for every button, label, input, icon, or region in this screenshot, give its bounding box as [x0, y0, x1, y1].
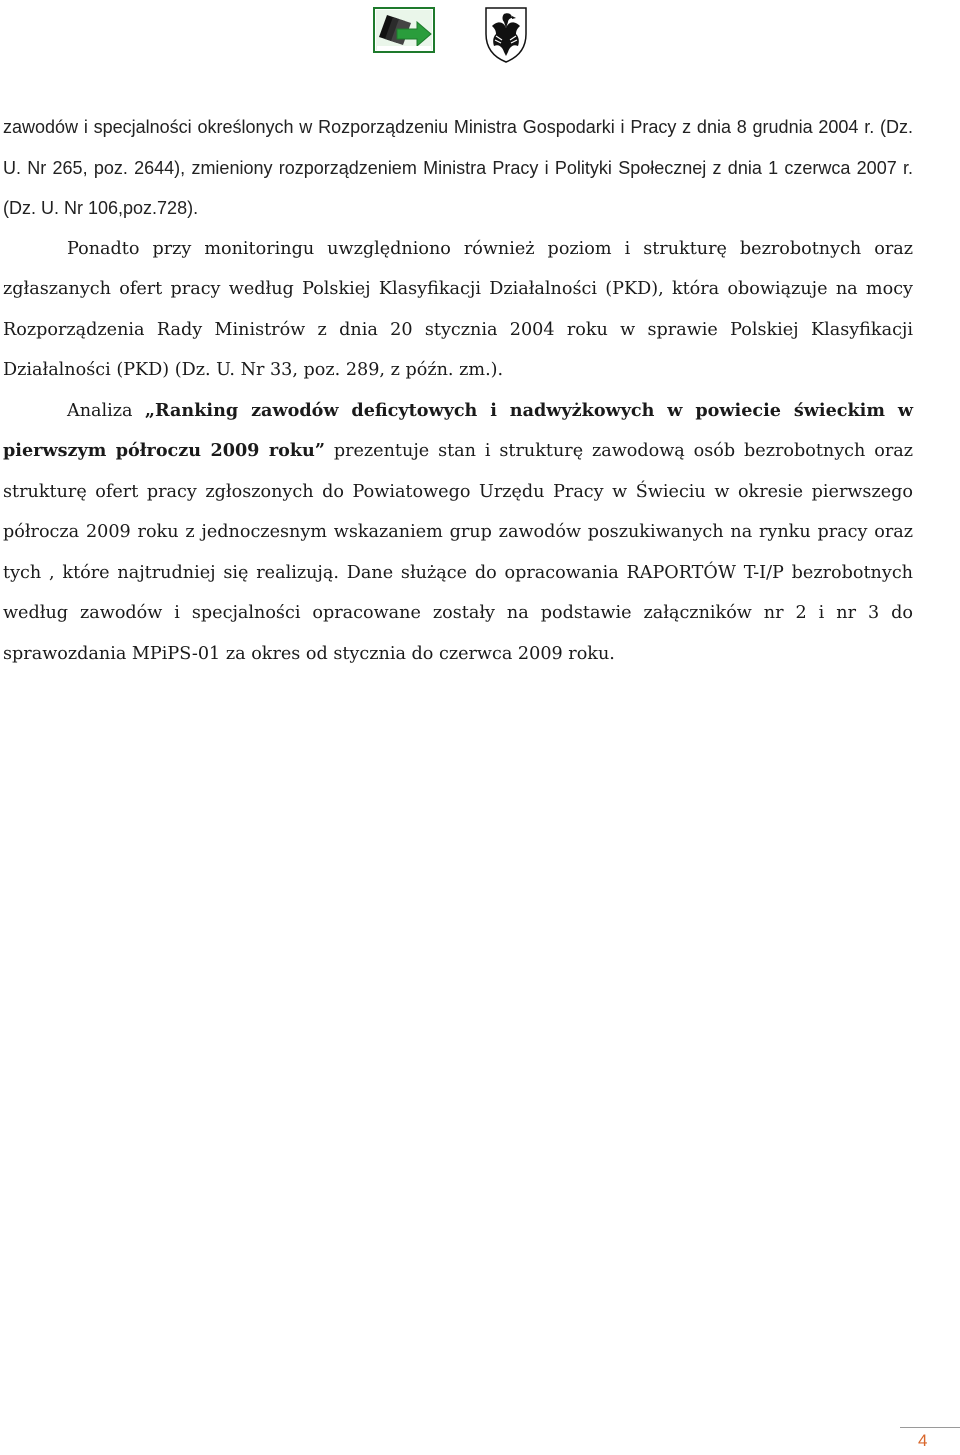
report-title: „Ranking zawodów deficytowych i nadwyżkowych w powiecie świeckim w pierwszym półroczu 2009 roku” — [3, 399, 913, 461]
footer-divider — [900, 1427, 960, 1428]
coat-of-arms-eagle-icon — [482, 6, 530, 64]
page-number: 4 — [918, 1431, 928, 1450]
pup-logo-icon — [373, 7, 435, 53]
paragraph-1: zawodów i specjalności określonych w Rozporządzeniu Ministra Gospodarki i Pracy z dnia 8 grudnia 2004 r. (Dz. U. Nr 265, poz. 2644), zmieniony rozporządzeniem Ministra Pracy i Polityki Społecznej z dnia 1 czerwca 2007 r. (Dz. U. Nr 106,poz.728). — [3, 117, 913, 218]
header-logos — [0, 4, 960, 66]
paragraph-3-rest: prezentuje stan i strukturę zawodową osób bezrobotnych oraz strukturę ofert pracy zgłoszonych do Powiatowego Urzędu Pracy w Świeciu w okresie pierwszego półrocza 2009 roku z jednoczesnym wskazaniem grup zawodów poszukiwanych na rynku pracy oraz tych , które najtrudniej się realizują. Dane służące do opracowania RAPORTÓW T-I/P bezrobotnych według zawodów i specjalności opracowane zostały na podstawie załączników nr 2 i nr 3 do sprawozdania MPiPS-01 za okres od stycznia do czerwca 2009 roku. — [3, 441, 913, 664]
paragraph-3 — [3, 391, 913, 675]
document-body — [3, 107, 913, 674]
paragraph-3-intro: Analiza — [67, 400, 145, 421]
paragraph-2: Ponadto przy monitoringu uwzględniono również poziom i strukturę bezrobotnych oraz zgłaszanych ofert pracy według Polskiej Klasyfikacji Działalności (PKD), która obowiązuje na mocy Rozporządzenia Rady Ministrów z dnia 20 stycznia 2004 roku w sprawie Polskiej Klasyfikacji Działalności (PKD) (Dz. U. Nr 33, poz. 289, z późn. zm.). — [3, 238, 913, 380]
